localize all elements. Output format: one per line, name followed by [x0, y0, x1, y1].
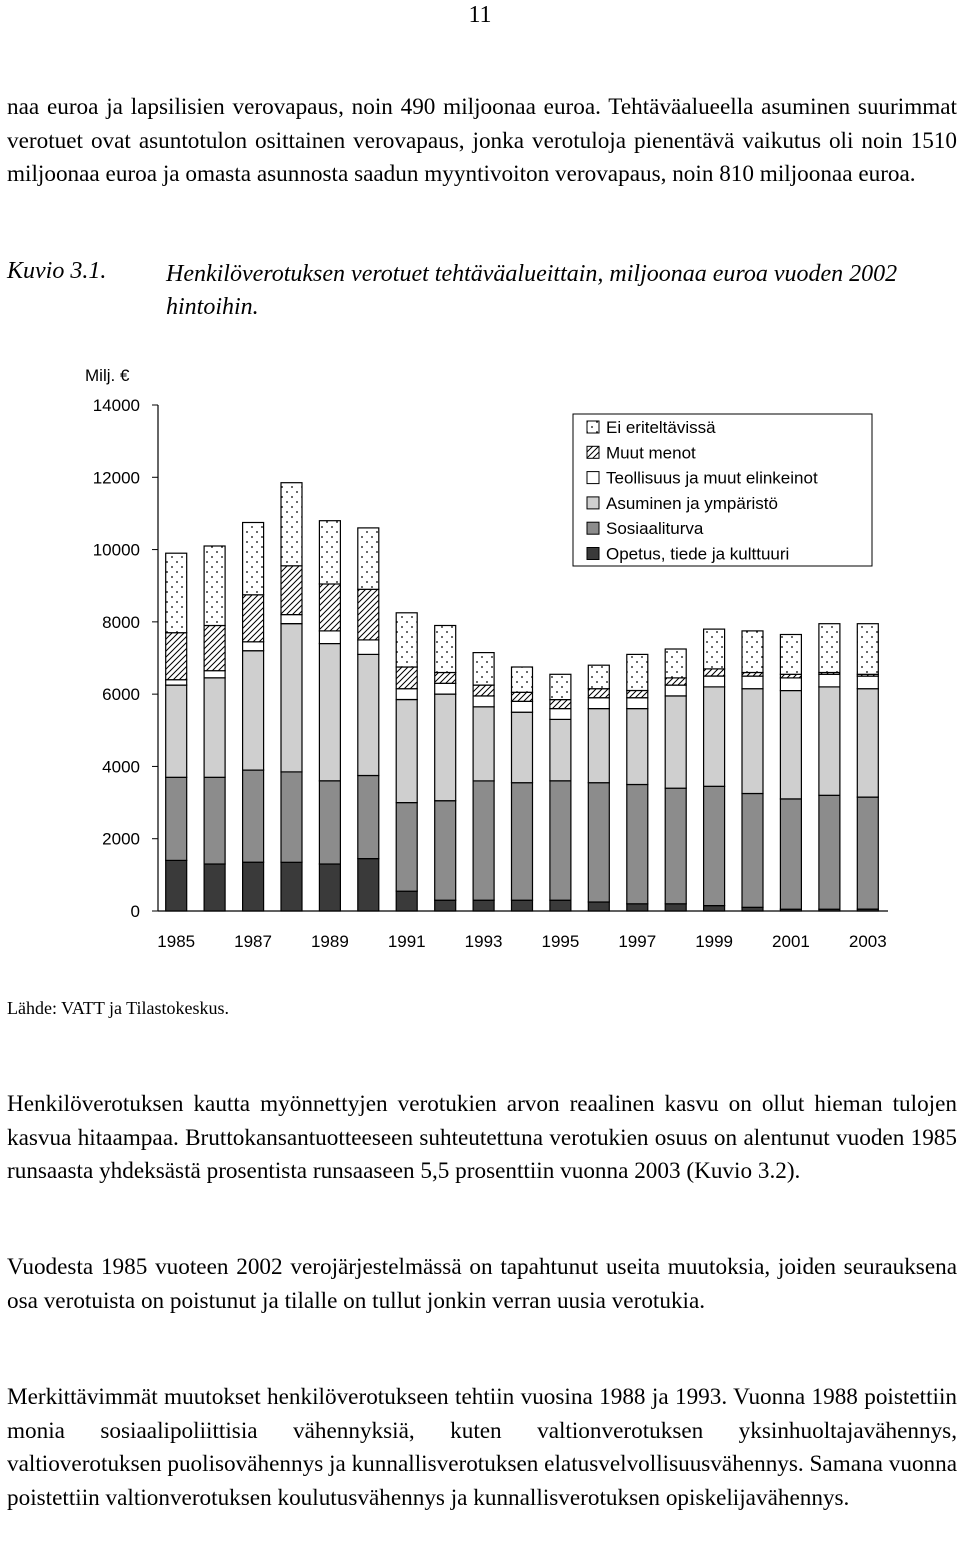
- bar-segment-1999-3: [704, 676, 725, 687]
- legend-swatch: [587, 548, 599, 560]
- bar-segment-1987-5: [243, 523, 264, 595]
- x-tick-label: 1997: [618, 932, 657, 951]
- bar-segment-1988-3: [281, 615, 302, 624]
- bar-segment-1996-3: [588, 698, 609, 709]
- bar-segment-1985-0: [166, 860, 187, 911]
- bar-segment-1992-4: [435, 673, 456, 684]
- bar-segment-2002-5: [819, 624, 840, 673]
- bar-segment-1995-2: [550, 719, 571, 780]
- bar-segment-2002-1: [819, 795, 840, 909]
- bar-segment-1987-3: [243, 642, 264, 651]
- bar-segment-2000-0: [742, 907, 763, 911]
- bar-segment-1989-2: [319, 644, 340, 781]
- bar-segment-1993-3: [473, 696, 494, 707]
- x-tick-label: 1993: [464, 932, 503, 951]
- x-tick-label: 1987: [234, 932, 272, 951]
- bar-segment-1986-0: [204, 864, 225, 911]
- legend: [573, 414, 872, 566]
- bar-segment-1993-5: [473, 653, 494, 686]
- bar-segment-1986-2: [204, 678, 225, 777]
- bar-segment-1985-4: [166, 633, 187, 680]
- bar-segment-1996-0: [588, 902, 609, 911]
- bar-segment-2000-1: [742, 794, 763, 908]
- bar-segment-1992-3: [435, 683, 456, 694]
- bar-segment-1985-5: [166, 553, 187, 633]
- page-number: 11: [468, 2, 492, 28]
- bar-segment-1986-5: [204, 546, 225, 626]
- bar-segment-1985-2: [166, 685, 187, 777]
- bar-segment-1992-0: [435, 900, 456, 911]
- bar-segment-2001-2: [780, 691, 801, 799]
- legend-swatch: [587, 421, 599, 433]
- bar-segment-1989-5: [319, 521, 340, 584]
- bar-segment-1991-1: [396, 803, 417, 892]
- y-tick-label: 2000: [102, 829, 140, 849]
- bar-segment-1990-4: [358, 589, 379, 640]
- bar-segment-1994-5: [512, 667, 533, 692]
- bar-segment-1989-3: [319, 631, 340, 644]
- bar-segment-2000-2: [742, 689, 763, 794]
- bar-segment-1987-0: [243, 862, 264, 911]
- bar-segment-1985-3: [166, 680, 187, 685]
- bar-segment-2000-5: [742, 631, 763, 673]
- paragraph-growth: Henkilöverotuksen kautta myönnettyjen verotukien arvon reaalinen kasvu on ollut hieman tulojen kasvua hitaampaa. Bruttokansantuotteeseen suhteutettuna verotukien osuus on alentunut vuoden 1985 runsaasta yhdeksästä prosentista runsaaseen 5,5 prosenttiin vuonna 2003 (Kuvio 3.2).: [7, 1091, 957, 1184]
- bar-segment-1994-2: [512, 712, 533, 783]
- bar-segment-1993-4: [473, 685, 494, 696]
- x-tick-label: 1999: [695, 932, 734, 951]
- paragraph-changes: Vuodesta 1985 vuoteen 2002 verojärjestelmässä on tapahtunut useita muutoksia, joiden seurauksena osa verotuista on poistunut ja tilalle on tullut jonkin verran uusia verotukia.: [7, 1254, 957, 1314]
- bar-segment-2001-5: [780, 635, 801, 675]
- bar-segment-2001-3: [780, 678, 801, 691]
- bar-segment-1992-1: [435, 801, 456, 900]
- bar-segment-1992-2: [435, 694, 456, 801]
- bar-segment-1989-0: [319, 864, 340, 911]
- y-tick-label: 0: [130, 902, 140, 921]
- bar-segment-1999-1: [704, 786, 725, 905]
- bar-segment-1988-1: [281, 772, 302, 862]
- bar-segment-1999-0: [704, 906, 725, 911]
- legend-label: Ei eriteltävissä: [606, 418, 716, 437]
- bar-segment-1990-0: [358, 859, 379, 911]
- bar-segment-1994-0: [512, 900, 533, 911]
- y-tick-label: 14000: [92, 396, 140, 415]
- legend-swatch: [587, 497, 599, 509]
- figure-label: Kuvio 3.1.: [7, 258, 107, 284]
- paragraph-major-changes: Merkittävimmät muutokset henkilöverotukseen tehtiin vuosina 1988 ja 1993. Vuonna 1988 poistettiin monia sosiaalipoliittisia vähennyksiä, kuten valtionverotuksen yksinhuoltajavähennys, valtioverotuksen puolisovähennys ja kunnallisverotuksen elatusvelvollisuusvähennys. Samana vuonna poistettiin valtionverotuksen koulutusvähennys ja kunnallisverotuksen opiskelijavähennys.: [7, 1384, 957, 1511]
- bar-segment-1986-3: [204, 671, 225, 678]
- bar-segment-1991-2: [396, 700, 417, 803]
- bar-segment-2003-2: [857, 689, 878, 797]
- bar-segment-1996-1: [588, 783, 609, 902]
- bar-segment-1987-1: [243, 770, 264, 862]
- legend-swatch: [587, 472, 599, 484]
- y-tick-label: 6000: [102, 685, 140, 705]
- bar-segment-1986-4: [204, 626, 225, 671]
- bar-segment-1990-5: [358, 528, 379, 589]
- bar-segment-1993-2: [473, 707, 494, 781]
- legend-label: Muut menot: [606, 443, 696, 463]
- bar-segment-1998-4: [665, 678, 686, 685]
- figure-caption: Henkilöverotuksen verotuet tehtäväalueittain, miljoonaa euroa vuoden 2002 hintoihin.: [166, 261, 898, 320]
- legend-swatch: [587, 446, 599, 458]
- bar-segment-1995-3: [550, 709, 571, 720]
- legend-label: Asuminen ja ympäristö: [606, 493, 778, 513]
- bar-segment-1997-5: [627, 654, 648, 690]
- bar-segment-1997-3: [627, 698, 648, 709]
- bar-segment-1998-0: [665, 904, 686, 911]
- bar-segment-1995-5: [550, 674, 571, 699]
- figure-source: Lähde: VATT ja Tilastokeskus.: [7, 998, 230, 1018]
- bar-segment-1994-3: [512, 701, 533, 712]
- legend-label: Opetus, tiede ja kulttuuri: [606, 544, 790, 564]
- bar-segment-1987-2: [243, 651, 264, 770]
- x-tick-label: 2003: [848, 932, 887, 951]
- bar-segment-1988-4: [281, 566, 302, 615]
- bar-segment-1991-5: [396, 613, 417, 667]
- bar-segment-2000-3: [742, 676, 763, 689]
- bar-segment-1997-4: [627, 691, 648, 698]
- bar-segment-1994-1: [512, 783, 533, 901]
- legend-label: Teollisuus ja muut elinkeinot: [606, 468, 818, 488]
- legend-swatch: [587, 522, 599, 534]
- bar-segment-2003-1: [857, 797, 878, 909]
- bar-segment-1990-3: [358, 640, 379, 655]
- bar-segment-1995-1: [550, 781, 571, 900]
- bar-segment-1992-5: [435, 626, 456, 673]
- bar-segment-1988-5: [281, 483, 302, 566]
- bar-segment-1988-2: [281, 624, 302, 772]
- bar-segment-2002-2: [819, 687, 840, 795]
- bar-segment-1999-4: [704, 669, 725, 676]
- bar-segment-2003-3: [857, 676, 878, 689]
- bar-segment-1987-4: [243, 595, 264, 642]
- bar-segment-2002-3: [819, 674, 840, 687]
- bar-segment-2001-1: [780, 799, 801, 909]
- bar-segment-1990-2: [358, 654, 379, 775]
- y-axis-label: Milj. €: [85, 366, 130, 385]
- bar-segment-1993-1: [473, 781, 494, 900]
- paragraph-intro: naa euroa ja lapsilisien verovapaus, noin 490 miljoonaa euroa. Tehtäväalueella asuminen suurimmat verotuet ovat asuntotulon osittainen verovapaus, jonka verotuloja pienentävä vaikutus oli noin 1510 miljoonaa euroa ja omasta asunnosta saadun myyntivoiton verovapaus, noin 810 miljoonaa euroa.: [7, 94, 957, 187]
- y-tick-label: 4000: [102, 757, 140, 777]
- bar-segment-1997-1: [627, 785, 648, 904]
- x-tick-label: 1995: [541, 932, 580, 951]
- stacked-bar-chart: [0, 355, 960, 955]
- bar-segment-2003-5: [857, 624, 878, 675]
- bar-segment-1994-4: [512, 692, 533, 701]
- bar-segment-1996-5: [588, 665, 609, 689]
- bar-segment-1986-1: [204, 777, 225, 864]
- bar-segment-1995-4: [550, 700, 571, 709]
- legend-label: Sosiaaliturva: [606, 519, 704, 539]
- bar-segment-1999-5: [704, 629, 725, 669]
- bar-segment-1989-1: [319, 781, 340, 864]
- y-tick-label: 10000: [92, 540, 140, 560]
- bar-segment-1999-2: [704, 687, 725, 786]
- bar-segment-1989-4: [319, 584, 340, 631]
- bar-segment-1998-5: [665, 649, 686, 678]
- bar-segment-1985-1: [166, 777, 187, 860]
- bar-segment-1997-2: [627, 709, 648, 785]
- bar-segment-1995-0: [550, 900, 571, 911]
- bar-segment-1991-3: [396, 689, 417, 700]
- bar-segment-1996-4: [588, 689, 609, 698]
- y-tick-label: 12000: [92, 468, 140, 488]
- bar-segment-1990-1: [358, 776, 379, 859]
- y-tick-label: 8000: [102, 612, 140, 632]
- bar-segment-1997-0: [627, 904, 648, 911]
- bar-segment-1988-0: [281, 862, 302, 911]
- x-tick-label: 1985: [157, 932, 196, 951]
- bar-segment-1998-2: [665, 696, 686, 788]
- bar-segment-1996-2: [588, 709, 609, 783]
- bar-segment-1991-4: [396, 667, 417, 689]
- bar-segment-1998-3: [665, 685, 686, 696]
- x-axis: [157, 932, 886, 951]
- x-tick-label: 1989: [310, 932, 349, 951]
- bar-segment-1991-0: [396, 891, 417, 911]
- x-tick-label: 2001: [772, 932, 810, 951]
- x-tick-label: 1991: [387, 932, 426, 951]
- bar-segment-1998-1: [665, 788, 686, 904]
- bar-segment-1993-0: [473, 900, 494, 911]
